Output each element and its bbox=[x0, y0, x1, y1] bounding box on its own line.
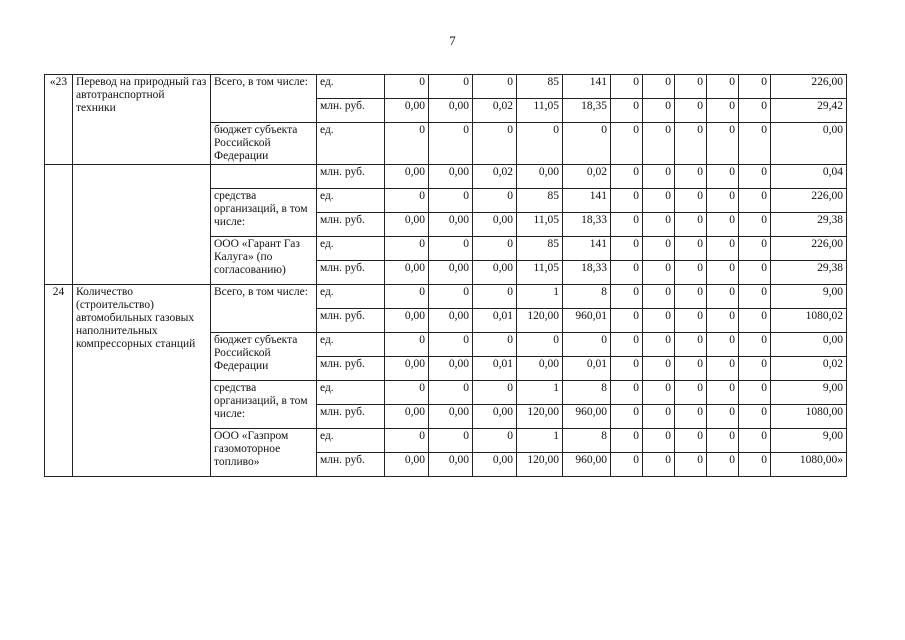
value-cell: 0 bbox=[473, 123, 517, 165]
value-cell: 226,00 bbox=[771, 237, 847, 261]
value-cell: 0 bbox=[739, 237, 771, 261]
value-cell: 0 bbox=[707, 189, 739, 213]
value-cell: 0 bbox=[643, 357, 675, 381]
value-cell: 8 bbox=[563, 429, 611, 453]
group-label: Всего, в том числе: bbox=[211, 75, 317, 123]
value-cell: 0 bbox=[385, 189, 429, 213]
value-cell: 0 bbox=[707, 309, 739, 333]
value-cell: 0 bbox=[643, 123, 675, 165]
value-cell: 0,00 bbox=[385, 405, 429, 429]
value-cell: 0 bbox=[707, 285, 739, 309]
value-cell: 0 bbox=[739, 189, 771, 213]
value-cell: 0 bbox=[739, 261, 771, 285]
value-cell: 0,00 bbox=[473, 453, 517, 477]
value-cell: 0 bbox=[675, 429, 707, 453]
value-cell: 18,33 bbox=[563, 213, 611, 237]
value-cell: 960,01 bbox=[563, 309, 611, 333]
blank-cell bbox=[45, 165, 73, 285]
value-cell: 0 bbox=[473, 381, 517, 405]
row-index: 24 bbox=[45, 285, 73, 477]
unit-cell: ед. bbox=[317, 381, 385, 405]
value-cell: 11,05 bbox=[517, 261, 563, 285]
value-cell: 226,00 bbox=[771, 189, 847, 213]
value-cell: 0 bbox=[643, 189, 675, 213]
value-cell: 0 bbox=[739, 453, 771, 477]
value-cell: 0 bbox=[473, 429, 517, 453]
program-indicators-table bbox=[44, 74, 847, 477]
page-number: 7 bbox=[449, 33, 456, 48]
value-cell: 0 bbox=[707, 165, 739, 189]
value-cell: 0 bbox=[675, 189, 707, 213]
value-cell: 141 bbox=[563, 75, 611, 99]
value-cell: 1080,02 bbox=[771, 309, 847, 333]
value-cell: 0 bbox=[611, 381, 643, 405]
value-cell: 0 bbox=[611, 165, 643, 189]
unit-cell: млн. руб. bbox=[317, 357, 385, 381]
value-cell: 0,00 bbox=[429, 405, 473, 429]
value-cell: 1 bbox=[517, 381, 563, 405]
value-cell: 18,35 bbox=[563, 99, 611, 123]
value-cell: 9,00 bbox=[771, 285, 847, 309]
row-index: «23 bbox=[45, 75, 73, 165]
value-cell: 0 bbox=[675, 237, 707, 261]
value-cell: 85 bbox=[517, 189, 563, 213]
value-cell: 0 bbox=[739, 285, 771, 309]
value-cell: 0 bbox=[739, 429, 771, 453]
value-cell: 0 bbox=[675, 285, 707, 309]
group-label: средства организаций, в том числе: bbox=[211, 189, 317, 237]
value-cell: 0 bbox=[675, 75, 707, 99]
value-cell: 0 bbox=[611, 75, 643, 99]
value-cell: 0 bbox=[429, 75, 473, 99]
value-cell: 0,02 bbox=[473, 99, 517, 123]
value-cell: 0 bbox=[473, 333, 517, 357]
value-cell: 0 bbox=[643, 429, 675, 453]
value-cell: 0,00 bbox=[429, 99, 473, 123]
value-cell: 0,00 bbox=[429, 261, 473, 285]
value-cell: 1 bbox=[517, 285, 563, 309]
value-cell: 0 bbox=[429, 333, 473, 357]
value-cell: 141 bbox=[563, 189, 611, 213]
unit-cell: млн. руб. bbox=[317, 99, 385, 123]
value-cell: 18,33 bbox=[563, 261, 611, 285]
unit-cell: ед. bbox=[317, 285, 385, 309]
value-cell: 1080,00 bbox=[771, 405, 847, 429]
value-cell: 0 bbox=[707, 453, 739, 477]
value-cell: 0,00 bbox=[517, 357, 563, 381]
value-cell: 0 bbox=[707, 381, 739, 405]
group-label: бюджет субъекта Российской Федерации bbox=[211, 123, 317, 165]
value-cell: 0,00 bbox=[771, 123, 847, 165]
table-row bbox=[45, 165, 847, 189]
value-cell: 0 bbox=[707, 123, 739, 165]
value-cell: 29,42 bbox=[771, 99, 847, 123]
value-cell: 85 bbox=[517, 75, 563, 99]
value-cell: 0 bbox=[429, 237, 473, 261]
value-cell: 0 bbox=[739, 165, 771, 189]
value-cell: 0,01 bbox=[473, 357, 517, 381]
value-cell: 1 bbox=[517, 429, 563, 453]
value-cell: 0 bbox=[429, 381, 473, 405]
unit-cell: ед. bbox=[317, 189, 385, 213]
value-cell: 0 bbox=[643, 237, 675, 261]
unit-cell: ед. bbox=[317, 429, 385, 453]
value-cell: 0 bbox=[611, 237, 643, 261]
unit-cell: млн. руб. bbox=[317, 165, 385, 189]
value-cell: 0 bbox=[611, 285, 643, 309]
value-cell: 120,00 bbox=[517, 405, 563, 429]
value-cell: 0 bbox=[563, 123, 611, 165]
table-row bbox=[45, 75, 847, 99]
value-cell: 0 bbox=[385, 381, 429, 405]
value-cell: 0 bbox=[739, 99, 771, 123]
value-cell: 11,05 bbox=[517, 213, 563, 237]
value-cell: 0 bbox=[675, 261, 707, 285]
value-cell: 8 bbox=[563, 285, 611, 309]
value-cell: 0 bbox=[739, 123, 771, 165]
value-cell: 0 bbox=[611, 357, 643, 381]
value-cell: 120,00 bbox=[517, 309, 563, 333]
value-cell: 0 bbox=[517, 123, 563, 165]
value-cell: 120,00 bbox=[517, 453, 563, 477]
value-cell: 0 bbox=[643, 75, 675, 99]
value-cell: 0 bbox=[429, 123, 473, 165]
group-label: средства организаций, в том числе: bbox=[211, 381, 317, 429]
blank-cell bbox=[73, 165, 211, 285]
value-cell: 0 bbox=[707, 429, 739, 453]
value-cell: 0 bbox=[611, 429, 643, 453]
value-cell: 0 bbox=[707, 261, 739, 285]
value-cell: 0 bbox=[643, 309, 675, 333]
unit-cell: млн. руб. bbox=[317, 453, 385, 477]
value-cell: 0,00 bbox=[429, 309, 473, 333]
value-cell: 0 bbox=[643, 453, 675, 477]
value-cell: 141 bbox=[563, 237, 611, 261]
value-cell: 0 bbox=[739, 75, 771, 99]
value-cell: 0 bbox=[643, 99, 675, 123]
value-cell: 0,00 bbox=[429, 357, 473, 381]
value-cell: 0,00 bbox=[385, 213, 429, 237]
value-cell: 0 bbox=[611, 123, 643, 165]
value-cell: 0 bbox=[675, 165, 707, 189]
row-title: Количество (строительство) автомобильных газовых наполнительных компрессорных станций bbox=[73, 285, 211, 477]
value-cell: 0,00 bbox=[429, 453, 473, 477]
value-cell: 0,00 bbox=[473, 213, 517, 237]
value-cell: 0 bbox=[473, 237, 517, 261]
value-cell: 0,00 bbox=[385, 261, 429, 285]
value-cell: 0 bbox=[707, 75, 739, 99]
value-cell: 0,00 bbox=[429, 213, 473, 237]
value-cell: 960,00 bbox=[563, 453, 611, 477]
value-cell: 0 bbox=[611, 453, 643, 477]
value-cell: 0 bbox=[643, 333, 675, 357]
value-cell: 0 bbox=[707, 405, 739, 429]
value-cell: 0,00 bbox=[385, 309, 429, 333]
value-cell: 0,00 bbox=[517, 165, 563, 189]
value-cell: 0 bbox=[707, 237, 739, 261]
value-cell: 0,00 bbox=[385, 99, 429, 123]
unit-cell: млн. руб. bbox=[317, 261, 385, 285]
value-cell: 0,01 bbox=[473, 309, 517, 333]
value-cell: 85 bbox=[517, 237, 563, 261]
group-label: бюджет субъекта Российской Федерации bbox=[211, 333, 317, 381]
value-cell: 0 bbox=[429, 189, 473, 213]
value-cell: 0,00 bbox=[429, 165, 473, 189]
value-cell: 226,00 bbox=[771, 75, 847, 99]
value-cell: 0,04 bbox=[771, 165, 847, 189]
value-cell: 0 bbox=[643, 285, 675, 309]
value-cell: 0 bbox=[611, 99, 643, 123]
group-label: ООО «Газпром газомоторное топливо» bbox=[211, 429, 317, 477]
value-cell: 0 bbox=[385, 333, 429, 357]
value-cell: 0 bbox=[385, 285, 429, 309]
value-cell: 0 bbox=[675, 309, 707, 333]
value-cell: 0 bbox=[611, 309, 643, 333]
value-cell: 0 bbox=[563, 333, 611, 357]
value-cell: 0 bbox=[675, 333, 707, 357]
group-label: Всего, в том числе: bbox=[211, 285, 317, 333]
value-cell: 0,02 bbox=[563, 165, 611, 189]
group-label: ООО «Гарант Газ Калуга» (по согласованию) bbox=[211, 237, 317, 285]
unit-cell: ед. bbox=[317, 123, 385, 165]
value-cell: 29,38 bbox=[771, 261, 847, 285]
value-cell: 0 bbox=[707, 213, 739, 237]
value-cell: 0 bbox=[739, 405, 771, 429]
value-cell: 0 bbox=[739, 357, 771, 381]
value-cell: 0 bbox=[429, 429, 473, 453]
value-cell: 960,00 bbox=[563, 405, 611, 429]
value-cell: 0 bbox=[385, 429, 429, 453]
value-cell: 9,00 bbox=[771, 429, 847, 453]
value-cell: 8 bbox=[563, 381, 611, 405]
value-cell: 0 bbox=[385, 75, 429, 99]
value-cell: 0 bbox=[739, 381, 771, 405]
value-cell: 0,00 bbox=[473, 261, 517, 285]
value-cell: 0 bbox=[611, 405, 643, 429]
value-cell: 0 bbox=[707, 357, 739, 381]
blank-cell bbox=[211, 165, 317, 189]
value-cell: 9,00 bbox=[771, 381, 847, 405]
unit-cell: млн. руб. bbox=[317, 213, 385, 237]
value-cell: 11,05 bbox=[517, 99, 563, 123]
value-cell: 0 bbox=[517, 333, 563, 357]
value-cell: 0,00 bbox=[385, 357, 429, 381]
value-cell: 0 bbox=[675, 381, 707, 405]
value-cell: 0 bbox=[643, 213, 675, 237]
value-cell: 0 bbox=[707, 333, 739, 357]
value-cell: 0 bbox=[707, 99, 739, 123]
table-row bbox=[45, 285, 847, 309]
unit-cell: млн. руб. bbox=[317, 405, 385, 429]
value-cell: 0 bbox=[675, 213, 707, 237]
value-cell: 0 bbox=[739, 309, 771, 333]
value-cell: 0,02 bbox=[473, 165, 517, 189]
value-cell: 0 bbox=[611, 261, 643, 285]
value-cell: 0 bbox=[473, 189, 517, 213]
unit-cell: ед. bbox=[317, 75, 385, 99]
value-cell: 0,02 bbox=[771, 357, 847, 381]
value-cell: 0 bbox=[611, 189, 643, 213]
value-cell: 0 bbox=[675, 405, 707, 429]
value-cell: 0 bbox=[643, 261, 675, 285]
value-cell: 0 bbox=[643, 165, 675, 189]
value-cell: 0 bbox=[385, 237, 429, 261]
value-cell: 0 bbox=[675, 123, 707, 165]
unit-cell: ед. bbox=[317, 237, 385, 261]
value-cell: 0 bbox=[611, 213, 643, 237]
unit-cell: млн. руб. bbox=[317, 309, 385, 333]
value-cell: 0,00 bbox=[473, 405, 517, 429]
value-cell: 0 bbox=[429, 285, 473, 309]
unit-cell: ед. bbox=[317, 333, 385, 357]
value-cell: 0 bbox=[385, 123, 429, 165]
value-cell: 0,00 bbox=[385, 453, 429, 477]
value-cell: 0,00 bbox=[771, 333, 847, 357]
value-cell: 0,01 bbox=[563, 357, 611, 381]
row-title: Перевод на природный газ автотранспортной техники bbox=[73, 75, 211, 165]
value-cell: 0 bbox=[643, 405, 675, 429]
value-cell: 0 bbox=[473, 75, 517, 99]
value-cell: 0 bbox=[643, 381, 675, 405]
value-cell: 0,00 bbox=[385, 165, 429, 189]
value-cell: 0 bbox=[739, 213, 771, 237]
value-cell: 0 bbox=[739, 333, 771, 357]
value-cell: 0 bbox=[675, 357, 707, 381]
value-cell: 1080,00» bbox=[771, 453, 847, 477]
value-cell: 0 bbox=[675, 453, 707, 477]
value-cell: 0 bbox=[611, 333, 643, 357]
value-cell: 29,38 bbox=[771, 213, 847, 237]
value-cell: 0 bbox=[675, 99, 707, 123]
value-cell: 0 bbox=[473, 285, 517, 309]
